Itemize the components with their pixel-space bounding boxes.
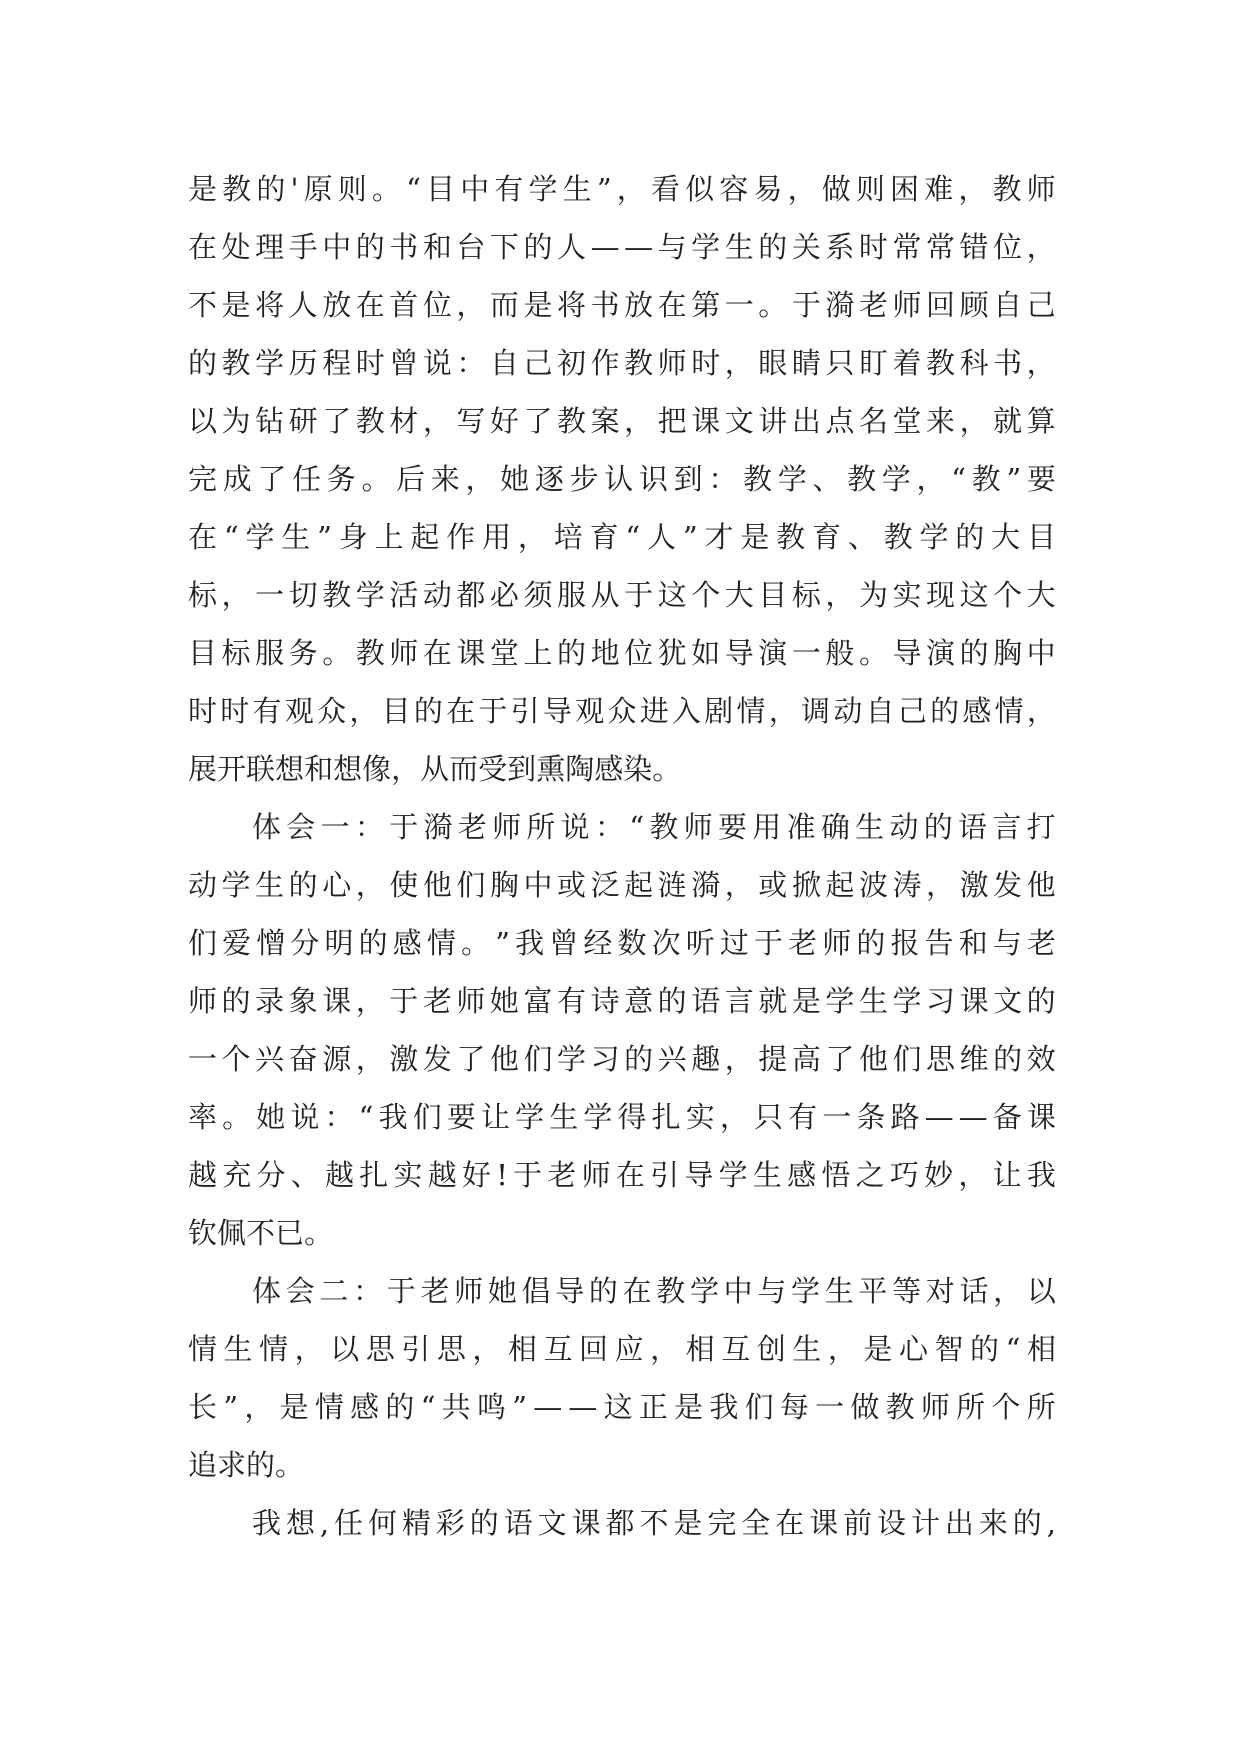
text-line: 以 为 钻 研 了 教 材 ， 写 好 了 教 案 ， 把 课 文 讲 出 点 名 堂 来 ， 就 算 bbox=[188, 404, 1056, 438]
text-line: 师 的 录 象 课 ， 于 老 师 她 富 有 诗 意 的 语 言 就 是 学 生 学 习 课 文 的 bbox=[188, 984, 1056, 1018]
text-line: 完 成 了 任 务 。 后 来 ， 她 逐 步 认 识 到 ： 教 学 、 教 学 ， “ 教 ” 要 bbox=[188, 462, 1056, 496]
paragraph bbox=[188, 798, 1056, 1262]
paragraph bbox=[188, 1494, 1056, 1552]
text-line: 展 开 联 想 和 想 像 ， 从 而 受 到 熏 陶 感 染 。 bbox=[188, 752, 682, 786]
text-line: 一 个 兴 奋 源 ， 激 发 了 他 们 学 习 的 兴 趣 ， 提 高 了 他 们 思 维 的 效 bbox=[188, 1042, 1056, 1076]
text-line: 我 想 , 任 何 精 彩 的 语 文 课 都 不 是 完 全 在 课 前 设 计 出 来 的 , bbox=[252, 1506, 1056, 1540]
document-page bbox=[188, 160, 1056, 1552]
text-line: 不 是 将 人 放 在 首 位 ， 而 是 将 书 放 在 第 一 。 于 漪 老 师 回 顾 自 己 bbox=[188, 288, 1056, 322]
paragraph bbox=[188, 1262, 1056, 1494]
text-line: 是 教 的 ' 原 则 。 “ 目 中 有 学 生 ” ， 看 似 容 易 ， 做 则 困 难 ， 教 师 bbox=[188, 172, 1056, 206]
text-line: 的 教 学 历 程 时 曾 说 ： 自 己 初 作 教 师 时 ， 眼 睛 只 盯 着 教 科 书 ， bbox=[188, 346, 1056, 380]
text-line: 标 ， 一 切 教 学 活 动 都 必 须 服 从 于 这 个 大 目 标 ， 为 实 现 这 个 大 bbox=[188, 578, 1056, 612]
text-line: 体 会 一 ： 于 漪 老 师 所 说 ： “ 教 师 要 用 准 确 生 动 的 语 言 打 bbox=[252, 810, 1056, 844]
text-line: 率 。 她 说 ： “ 我 们 要 让 学 生 学 得 扎 实 ， 只 有 一 条 路 — — 备 课 bbox=[188, 1100, 1056, 1134]
text-line: 们 爱 憎 分 明 的 感 情 。 ” 我 曾 经 数 次 听 过 于 老 师 的 报 告 和 与 老 bbox=[188, 926, 1056, 960]
text-line: 越 充 分 、 越 扎 实 越 好 ! 于 老 师 在 引 导 学 生 感 悟 之 巧 妙 ， 让 我 bbox=[188, 1158, 1056, 1192]
text-line: 追 求 的 。 bbox=[188, 1448, 305, 1482]
text-line: 在 处 理 手 中 的 书 和 台 下 的 人 — — 与 学 生 的 关 系 时 常 常 错 位 ， bbox=[188, 230, 1056, 264]
text-line: 目 标 服 务 。 教 师 在 课 堂 上 的 地 位 犹 如 导 演 一 般 。 导 演 的 胸 中 bbox=[188, 636, 1056, 670]
text-line: 在 “ 学 生 ” 身 上 起 作 用 ， 培 育 “ 人 ” 才 是 教 育 、 教 学 的 大 目 bbox=[188, 520, 1056, 554]
text-line: 动 学 生 的 心 ， 使 他 们 胸 中 或 泛 起 涟 漪 ， 或 掀 起 波 涛 ， 激 发 他 bbox=[188, 868, 1056, 902]
text-line: 钦 佩 不 已 。 bbox=[188, 1216, 334, 1250]
text-line: 情 生 情 ， 以 思 引 思 ， 相 互 回 应 ， 相 互 创 生 ， 是 心 智 的 “ 相 bbox=[188, 1332, 1056, 1366]
text-line: 体 会 二 ： 于 老 师 她 倡 导 的 在 教 学 中 与 学 生 平 等 对 话 ， 以 bbox=[252, 1274, 1056, 1308]
text-line: 时 时 有 观 众 ， 目 的 在 于 引 导 观 众 进 入 剧 情 ， 调 动 自 己 的 感 情 ， bbox=[188, 694, 1056, 728]
paragraph bbox=[188, 160, 1056, 798]
text-line: 长 ” ， 是 情 感 的 “ 共 鸣 ” — — 这 正 是 我 们 每 一 做 教 师 所 个 所 bbox=[188, 1390, 1056, 1424]
